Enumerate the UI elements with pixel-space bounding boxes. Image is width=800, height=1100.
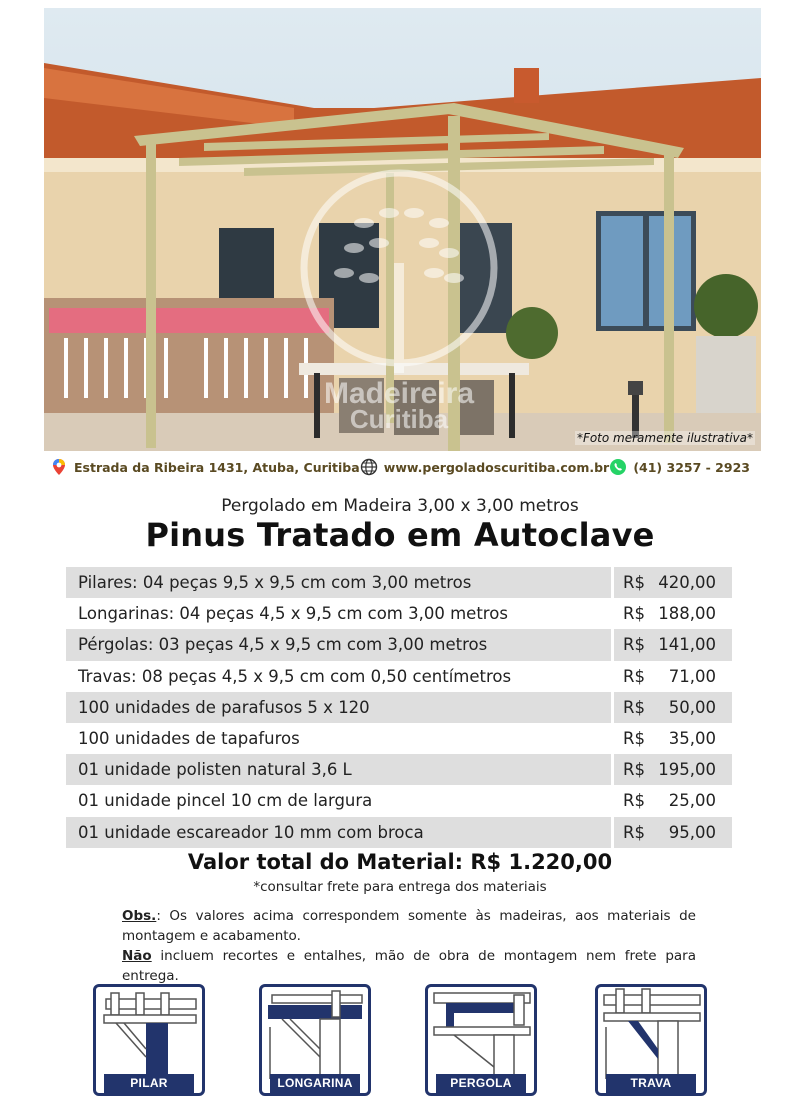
item-currency: R$	[614, 692, 652, 723]
photo-caption: *Foto meramente ilustrativa*	[576, 431, 753, 445]
table-row	[66, 598, 732, 629]
tile-label: TRAVA	[606, 1074, 696, 1093]
phone[interactable]	[609, 458, 750, 476]
item-price: 25,00	[668, 791, 716, 811]
item-description: 01 unidade polisten natural 3,6 L	[66, 754, 611, 785]
item-price: 141,00	[652, 629, 732, 660]
component-diagrams	[93, 984, 713, 1096]
whatsapp-icon	[609, 458, 627, 476]
map-pin-icon	[50, 458, 68, 476]
observations	[122, 906, 696, 986]
item-price: 95,00	[652, 817, 732, 848]
item-currency: R$	[614, 629, 652, 660]
website[interactable]	[360, 458, 609, 476]
item-price: 188,00	[658, 604, 716, 624]
obs-label: Obs.	[122, 908, 157, 924]
total-value: Valor total do Material: R$ 1.220,00	[187, 850, 613, 874]
item-price: 71,00	[668, 666, 716, 686]
item-currency: R$	[623, 728, 645, 748]
item-price: 420,00	[652, 567, 732, 598]
item-description: Longarinas: 04 peças 4,5 x 9,5 cm com 3,00 metros	[78, 604, 508, 624]
contact-bar	[50, 456, 750, 478]
flower-box	[49, 308, 329, 333]
price-table	[66, 567, 732, 848]
table-row	[66, 629, 732, 660]
freight-note: *consultar frete para entrega dos materiais	[253, 879, 547, 895]
tile-label: PERGOLA	[436, 1074, 526, 1093]
bush	[506, 307, 558, 359]
watermark-line1: Madeireira	[323, 377, 475, 410]
item-description: Pérgolas: 03 peças 4,5 x 9,5 cm com 3,00 metros	[66, 629, 611, 660]
item-currency: R$	[614, 817, 652, 848]
table-row	[66, 754, 732, 785]
hero-photo	[44, 8, 761, 451]
item-currency: R$	[623, 666, 645, 686]
item-price: 195,00	[652, 754, 732, 785]
item-description: 100 unidades de parafusos 5 x 120	[66, 692, 611, 723]
item-currency: R$	[614, 567, 652, 598]
address	[50, 458, 360, 476]
item-description: 01 unidade pincel 10 cm de largura	[78, 791, 373, 811]
tile-pergola	[425, 984, 537, 1096]
table-row	[66, 661, 732, 692]
globe-icon	[360, 458, 378, 476]
table-row	[66, 785, 732, 816]
table-row	[66, 723, 732, 754]
subtitle: Pergolado em Madeira 3,00 x 3,00 metros	[221, 496, 579, 516]
table-row	[66, 692, 732, 723]
tile-longarina	[259, 984, 371, 1096]
item-currency: R$	[623, 791, 645, 811]
tile-label: LONGARINA	[270, 1074, 360, 1093]
item-price: 50,00	[652, 692, 732, 723]
obs-text: : Os valores acima correspondem somente às madeiras, aos materiais de montagem e acabamento.	[122, 908, 696, 944]
tile-pilar	[93, 984, 205, 1096]
item-price: 35,00	[668, 728, 716, 748]
item-currency: R$	[614, 754, 652, 785]
page-title: Pinus Tratado em Autoclave	[145, 516, 655, 554]
obs-label-2: Não	[122, 948, 152, 964]
item-description: Pilares: 04 peças 9,5 x 9,5 cm com 3,00 metros	[66, 567, 611, 598]
item-description: 01 unidade escareador 10 mm com broca	[66, 817, 611, 848]
tile-label: PILAR	[104, 1074, 194, 1093]
item-description: 100 unidades de tapafuros	[78, 728, 300, 748]
chimney	[514, 68, 539, 103]
obs-text-2: incluem recortes e entalhes, mão de obra de montagem nem frete para entrega.	[122, 948, 696, 984]
address-text: Estrada da Ribeira 1431, Atuba, Curitiba	[74, 459, 360, 475]
table-row	[66, 567, 732, 598]
bush	[694, 274, 758, 338]
item-currency: R$	[623, 604, 645, 624]
pergola-illustration	[44, 8, 761, 451]
item-description: Travas: 08 peças 4,5 x 9,5 cm com 0,50 centímetros	[78, 666, 512, 686]
table-row	[66, 817, 732, 848]
website-text[interactable]: www.pergoladoscuritiba.com.br	[383, 459, 610, 475]
watermark-line2: Curitiba	[349, 404, 449, 434]
phone-text[interactable]: (41) 3257 - 2923	[633, 459, 750, 475]
tile-trava	[595, 984, 707, 1096]
